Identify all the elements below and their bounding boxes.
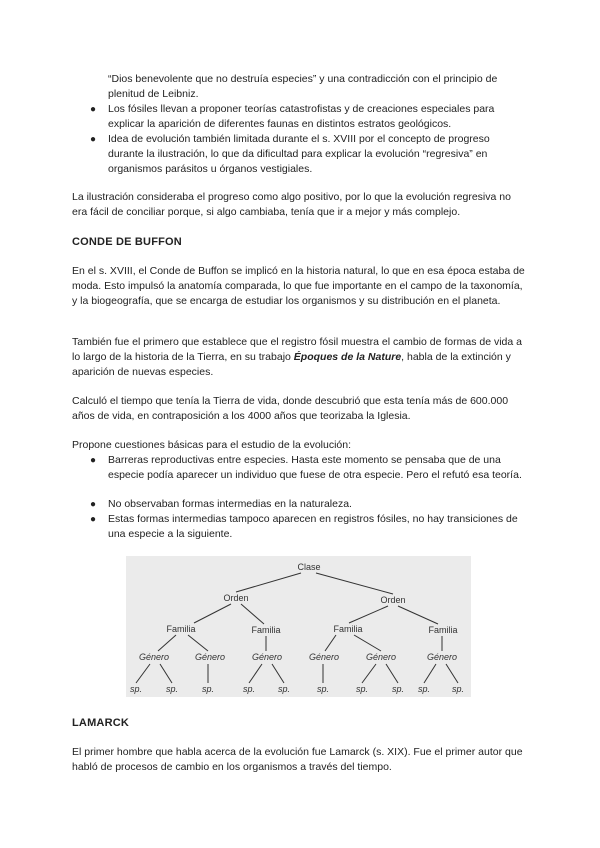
tree-node-genero: Género (138, 652, 170, 662)
illustration-paragraph: La ilustración consideraba el progreso como algo positivo, por lo que la evolución regresiva no era fácil de conciliar porque, si algo cambiaba, tenía que ir a mejor y más complejo. (72, 191, 511, 218)
tree-node-orden: Orden (223, 593, 249, 603)
bullet-icon: ● (90, 499, 97, 510)
tree-node-species: sp. (417, 684, 431, 694)
list-item-text: Barreras reproductivas entre especies. Hasta este momento se pensaba que de una especie podía aparecer un individuo que fuese de otra especie. Pero el refutó esa teoría. (108, 454, 522, 481)
tree-node-species: sp. (316, 684, 330, 694)
tree-node-genero: Género (365, 652, 397, 662)
list-item-text: Los fósiles llevan a proponer teorías catastrofistas y de creaciones especiales para explicar la aparición de diferentes faunas en distintos estratos geológicos. (108, 103, 495, 130)
tree-node-clase: Clase (297, 562, 321, 572)
tree-node-species: sp. (277, 684, 291, 694)
tree-node-species: sp. (355, 684, 369, 694)
tree-node-genero: Género (308, 652, 340, 662)
list-item-text: No observaban formas intermedias en la naturaleza. (108, 498, 352, 510)
buffon-paragraph-4: Propone cuestiones básicas para el estudio de la evolución: (72, 439, 352, 451)
tree-node-familia: Familia (333, 624, 363, 634)
taxonomy-tree-svg (126, 556, 471, 697)
tree-node-species: sp. (451, 684, 465, 694)
tree-node-species: sp. (201, 684, 215, 694)
tree-node-species: sp. (242, 684, 256, 694)
work-title: Époques de la Nature (293, 351, 402, 363)
tree-node-genero: Género (251, 652, 283, 662)
bullet-icon: ● (90, 514, 97, 525)
bullet-icon: ● (90, 455, 97, 466)
bullet-icon: ● (90, 134, 97, 145)
bullet-icon: ● (90, 104, 97, 115)
tree-node-familia: Familia (428, 625, 458, 635)
list-item-text: Idea de evolución también limitada durante el s. XVIII por el concepto de progreso durante la ilustración, lo que da dificultad para explicar la evolución “regresiva” en organismos parásitos u órganos vestigiales. (108, 133, 490, 175)
tree-node-orden: Orden (380, 595, 406, 605)
paragraph-text: También fue el primero que establece que el registro fósil muestra el cambio de formas de vida a lo largo de la historia de la Tierra, en su trabajo (72, 336, 522, 363)
tree-node-species: sp. (391, 684, 405, 694)
list-item-text: Estas formas intermedias tampoco aparecen en registros fósiles, no hay transiciones de una especie a la siguiente. (108, 513, 518, 540)
tree-node-species: sp. (129, 684, 143, 694)
tree-node-genero: Género (194, 652, 226, 662)
buffon-paragraph-1: En el s. XVIII, el Conde de Buffon se implicó en la historia natural, lo que en esa época estaba de moda. Esto impulsó la anatomía comparada, lo que fue importante en el campo de la taxonomía, y la biogeografía, que se encarga de estudiar los organismos y su distribución en el planeta. (72, 265, 525, 307)
tree-node-genero: Género (426, 652, 458, 662)
lamarck-paragraph-1: El primer hombre que habla acerca de la evolución fue Lamarck (s. XIX). Fue el primer autor que habló de procesos de cambio en los organismos a través del tiempo. (72, 746, 523, 773)
buffon-paragraph-2 (72, 335, 528, 380)
section-heading-lamarck: LAMARCK (72, 717, 130, 729)
section-heading-buffon: CONDE DE BUFFON (72, 236, 182, 248)
paragraph-text: , habla de la extinción y aparición de nuevas especies. (72, 351, 511, 378)
taxonomy-tree-diagram (126, 556, 471, 697)
tree-node-familia: Familia (166, 624, 196, 634)
buffon-paragraph-3: Calculó el tiempo que tenía la Tierra de vida, donde descubrió que esta tenía más de 600.000 años de vida, en contraposición a los 4000 años que teorizaba la Iglesia. (72, 395, 509, 422)
continued-paragraph: “Dios benevolente que no destruía especies” y una contradicción con el principio de plenitud de Leibniz. (108, 73, 498, 100)
tree-node-familia: Familia (251, 625, 281, 635)
tree-node-species: sp. (165, 684, 179, 694)
